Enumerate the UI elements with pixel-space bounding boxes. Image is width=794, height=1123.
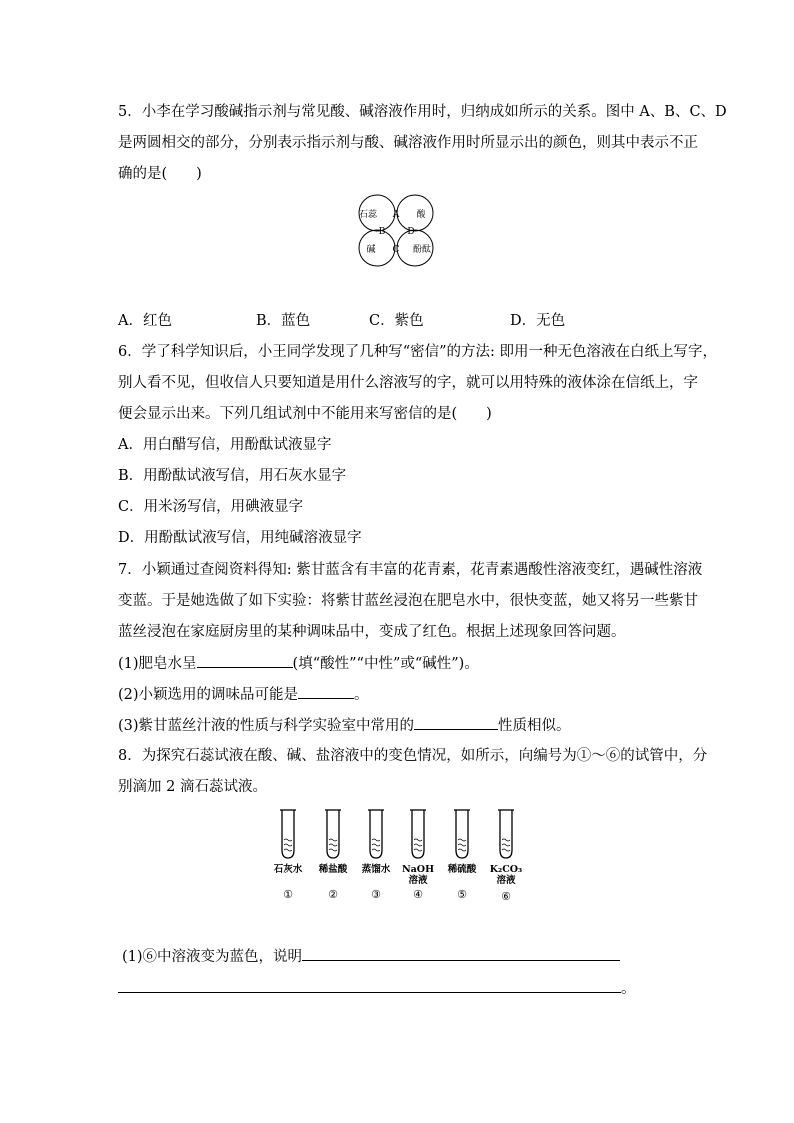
circle-base (359, 230, 395, 266)
q7-sub-3-blank[interactable] (414, 715, 498, 730)
q5-line-2: 是两圆相交的部分，分别表示指示剂与酸、碱溶液作用时所显示出的颜色，则其中表示不正 (118, 135, 698, 151)
test-tubes-figure (266, 808, 536, 906)
q7-line-2: 变蓝。于是她选做了如下实验：将紫甘蓝丝浸泡在肥皂水中，很快变蓝，她又将另一些紫甘 (118, 593, 698, 609)
tube-label-5: 稀硫酸 (447, 864, 477, 875)
tube-number-6: ⑥ (501, 890, 511, 903)
q7-sub-1-text-a: (1)肥皂水呈 (118, 656, 197, 672)
tube-label-6b: 溶液 (496, 875, 516, 886)
q7-sub-2-text-a: (2)小颖选用的调味品可能是 (118, 687, 299, 703)
tube-5 (454, 810, 470, 858)
q8-sub-1-end: 。 (621, 981, 636, 997)
q5-option-c: C．紫色 (369, 313, 424, 329)
tube-number-3: ③ (371, 888, 381, 901)
q6-option-a: A．用白醋写信，用酚酞试液显字 (118, 437, 332, 453)
q7-sub-1 (118, 653, 479, 674)
q5-line-3: 确的是( ) (118, 166, 202, 182)
tube-4 (410, 810, 426, 858)
tube-number-5: ⑤ (457, 888, 467, 901)
q6-line-1: 6．学了科学知识后，小王同学发现了几种写“密信”的方法: 即用一种无色溶液在白纸上写字， (118, 344, 718, 360)
venn-label-phenolphthalein: 酚酞 (412, 245, 432, 255)
q8-sub-1-continuation (118, 978, 636, 999)
q5-option-b: B．蓝色 (256, 313, 311, 329)
tube-number-1: ① (283, 888, 293, 901)
q6-option-c: C．用米汤写信，用碘液显字 (118, 499, 304, 515)
tube-6 (498, 810, 514, 858)
q8-line-1: 8．为探究石蕊试液在酸、碱、盐溶液中的变色情况，如所示，向编号为①～⑥的试管中，分 (118, 748, 708, 764)
venn-label-litmus: 石蕊 (358, 210, 378, 220)
q8-sub-1-text: (1)⑥中溶液变为蓝色，说明 (122, 949, 303, 965)
q7-sub-2-text-b: 。 (354, 687, 369, 703)
q7-sub-3 (118, 715, 571, 736)
q6-line-2: 别人看不见，但收信人只要知道是用什么溶液写的字，就可以用特殊的液体涂在信纸上，字 (118, 375, 698, 391)
q6-option-b: B．用酚酞试液写信，用石灰水显字 (118, 468, 347, 484)
venn-label-base: 碱 (366, 245, 376, 255)
q5-option-d: D．无色 (510, 313, 566, 329)
q5-option-a: A．红色 (118, 313, 172, 329)
q7-sub-1-blank[interactable] (197, 653, 293, 668)
q7-line-1: 7．小颖通过查阅资料得知: 紫甘蓝含有丰富的花青素，花青素遇酸性溶液变红，遇碱性溶液 (118, 562, 703, 578)
tube-label-4: NaOH (401, 864, 435, 875)
venn-label-acid: 酸 (416, 210, 426, 220)
q8-line-2: 别滴加 2 滴石蕊试液。 (118, 779, 267, 795)
tube-label-4b: 溶液 (408, 875, 428, 886)
tube-number-4: ④ (413, 888, 423, 901)
tube-label-6: K₂CO₃ (489, 864, 523, 875)
q7-sub-2-blank[interactable] (298, 684, 354, 699)
tube-label-1: 石灰水 (273, 864, 303, 875)
venn-diagram (355, 193, 439, 271)
venn-label-b: B (378, 227, 386, 237)
q7-line-3: 蓝丝浸泡在家庭厨房里的某种调味品中，变成了红色。根据上述现象回答问题。 (118, 624, 626, 640)
tube-number-2: ② (328, 888, 338, 901)
q7-sub-1-text-b: (填“酸性”“中性”或“碱性”)。 (292, 656, 479, 672)
q8-sub-1-blank-2[interactable] (118, 978, 621, 993)
venn-label-a: A (392, 210, 400, 220)
q7-sub-2 (118, 684, 369, 705)
q8-sub-1-blank[interactable] (302, 946, 620, 961)
circle-acid (397, 195, 433, 231)
tube-label-2: 稀盐酸 (318, 864, 348, 875)
venn-label-d: D (407, 227, 415, 237)
q7-sub-3-text-a: (3)紫甘蓝丝汁液的性质与科学实验室中常用的 (118, 718, 415, 734)
tube-1 (280, 810, 296, 858)
venn-label-c: C (392, 245, 400, 255)
q7-sub-3-text-b: 性质相似。 (498, 718, 571, 734)
q6-line-3: 便会显示出来。下列几组试剂中不能用来写密信的是( ) (118, 406, 492, 422)
tube-label-3: 蒸馏水 (361, 864, 391, 875)
tube-2 (325, 810, 341, 858)
q6-option-d: D．用酚酞试液写信，用纯碱溶液显字 (118, 530, 362, 546)
q5-line-1: 5．小李在学习酸碱指示剂与常见酸、碱溶液作用时，归纳成如所示的关系。图中 A、B、C、D (118, 104, 727, 120)
q8-sub-1 (122, 946, 620, 967)
tube-3 (368, 810, 384, 858)
